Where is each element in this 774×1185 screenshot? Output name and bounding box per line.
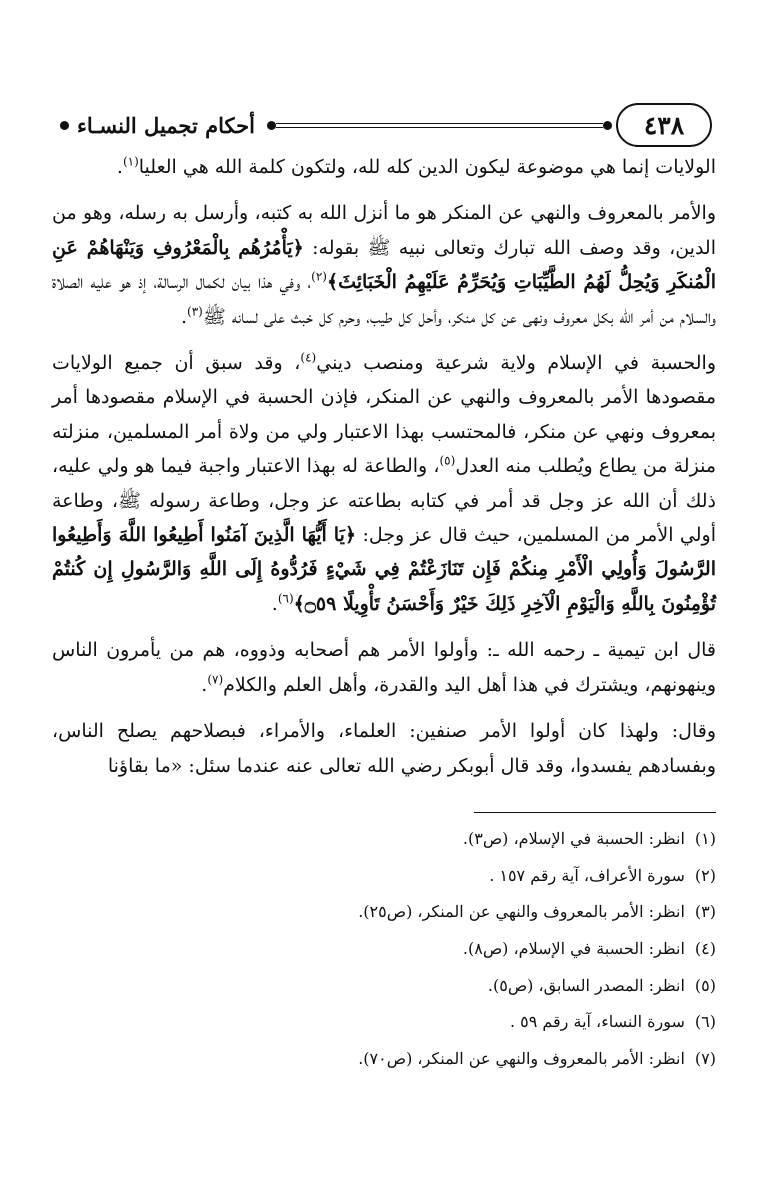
text-segment: والحسبة في الإسلام ولاية شرعية ومنصب ديني: [316, 352, 716, 375]
footnote-item: [60, 857, 716, 894]
footnote-number: (٢): [694, 865, 716, 885]
footnote-number: (٥): [694, 975, 716, 995]
rule-dot-right: [603, 121, 612, 130]
text-segment: قال ابن تيمية ـ رحمه الله ـ: وأولوا الأمر هم أصحابه وذووه، هم من يأمرون الناس وينهونهم، ويشترك في هذا أهل اليد والقدرة، وأهل العلم والكلام: [52, 639, 716, 696]
text-segment: والأمر بالمعروف والنهي عن المنكر هو ما أنزل الله به كتبه، وأرسل به رسله، وهو من الدين، وقد وصف الله تبارك وتعالى نبيه ﷺ بقوله:: [52, 202, 716, 259]
text-segment: .: [180, 305, 188, 328]
footnote-text: انظر: الأمر بالمعروف والنهي عن المنكر، (ص٢٥).: [358, 902, 685, 922]
paragraph: [52, 633, 716, 702]
title-end-dot: [60, 121, 69, 130]
text-segment: ، وفي هذا بيان لكمال الرسالة، إذ هو عليه الصلاة والسلام من أمر الله بكل معروف ونهى عن كل منكر، وأحل كل طيب، وحرم كل خبث على لسانه ﷺ: [52, 271, 716, 328]
footnote-text: انظر: المصدر السابق، (ص٥).: [487, 975, 685, 995]
footnote-number: (٦): [694, 1012, 716, 1032]
footnote-item: [60, 893, 716, 930]
text-segment: ، وقد سبق أن جميع الولايات مقصودها الأمر بالمعروف والنهي عن المنكر، فإذن الحسبة في الإسلام مقصودها أمر بمعروف ونهي عن منكر، فالمحتسب بهذا الاعتبار ولي من ولاة أمر المسلمين، منزلته منزلة من يطاع ويُطلب منه العدل: [52, 352, 716, 478]
footnote-ref: (١): [122, 154, 139, 169]
footnote-item: [60, 1003, 716, 1040]
footnotes: [60, 820, 716, 1077]
page-number: ٤٣٨: [616, 103, 712, 147]
footnote-text: سورة الأعراف، آية رقم ١٥٧ .: [489, 865, 685, 885]
footnote-ref: (٤): [300, 350, 317, 365]
footnote-number: (٤): [694, 938, 716, 958]
page-header: [60, 100, 712, 150]
quran-verse: ﴿يَا أَيُّهَا الَّذِينَ آمَنُوا أَطِيعُوا اللَّهَ وَأَطِيعُوا الرَّسُولَ وَأُولِي الْأَمْرِ مِنكُمْ فَإِن تَنَازَعْتُمْ فِي شَيْءٍ فَرُدُّوهُ إِلَى اللَّهِ وَالرَّسُولِ إِن كُنتُمْ تُؤْمِنُونَ بِاللَّهِ وَالْيَوْمِ الْآخِرِ ذَلِكَ خَيْرٌ وَأَحْسَنُ تَأْوِيلًا ۝٥٩﴾: [52, 524, 716, 615]
footnote-item: [60, 820, 716, 857]
body-text: [52, 150, 716, 795]
paragraph: [52, 714, 716, 783]
footnote-text: انظر: الحسبة في الإسلام، (ص٣).: [462, 828, 685, 848]
footnote-text: انظر: الحسبة في الإسلام، (ص٨).: [462, 938, 685, 958]
text-segment: وقال: ولهذا كان أولوا الأمر صنفين: العلماء، والأمراء، فبصلاحهم يصلح الناس، وبفسادهم يفسدوا، وقد قال أبوبكر رضي الله تعالى عنه عندما سئل: «ما بقاؤنا: [52, 720, 716, 777]
footnote-ref: (٣): [187, 304, 203, 319]
paragraph: [52, 150, 716, 184]
running-title: أحكام تجميل النسـاء: [77, 112, 255, 138]
header-rule: [267, 121, 612, 130]
paragraph: [52, 346, 716, 621]
text-segment: .: [116, 156, 123, 178]
footnote-item: [60, 967, 716, 1004]
text-segment: .: [201, 673, 208, 696]
quran-verse: ﴿يَأْمُرُهُم بِالْمَعْرُوفِ وَيَنْهَاهُمْ عَنِ الْمُنكَرِ وَيُحِلُّ لَهُمُ الطَّيِّبَاتِ وَيُحَرِّمُ عَلَيْهِمُ الْخَبَائِثَ﴾: [52, 236, 717, 294]
footnote-ref: (٢): [311, 269, 327, 284]
footnote-number: (١): [694, 828, 716, 848]
rule-dot-left: [267, 121, 276, 130]
text-segment: ، والطاعة له بهذا الاعتبار واجبة فيما هو ولي عليه، ذلك أن الله عز وجل قد أمر في كتابه بطاعته عز وجل، وطاعة رسوله ﷺ، وطاعة أولي الأمر من المسلمين، حيث قال عز وجل:: [52, 455, 716, 547]
text-segment: الولايات إنما هي موضوعة ليكون الدين كله لله، ولتكون كلمة الله هي العليا: [138, 156, 716, 178]
double-rule: [276, 123, 603, 128]
footnote-number: (٧): [694, 1048, 716, 1068]
footnote-number: (٣): [694, 902, 716, 922]
paragraph: [52, 196, 716, 334]
footnote-item: [60, 930, 716, 967]
footnote-ref: (٦): [277, 591, 294, 606]
footnote-text: انظر: الأمر بالمعروف والنهي عن المنكر، (ص٧٠).: [358, 1048, 685, 1068]
footnote-separator: [474, 812, 716, 813]
footnote-ref: (٥): [439, 453, 456, 468]
footnote-text: سورة النساء، آية رقم ٥٩ .: [509, 1012, 685, 1032]
text-segment: .: [271, 592, 278, 615]
footnote-item: [60, 1040, 716, 1077]
footnote-ref: (٧): [207, 672, 224, 687]
